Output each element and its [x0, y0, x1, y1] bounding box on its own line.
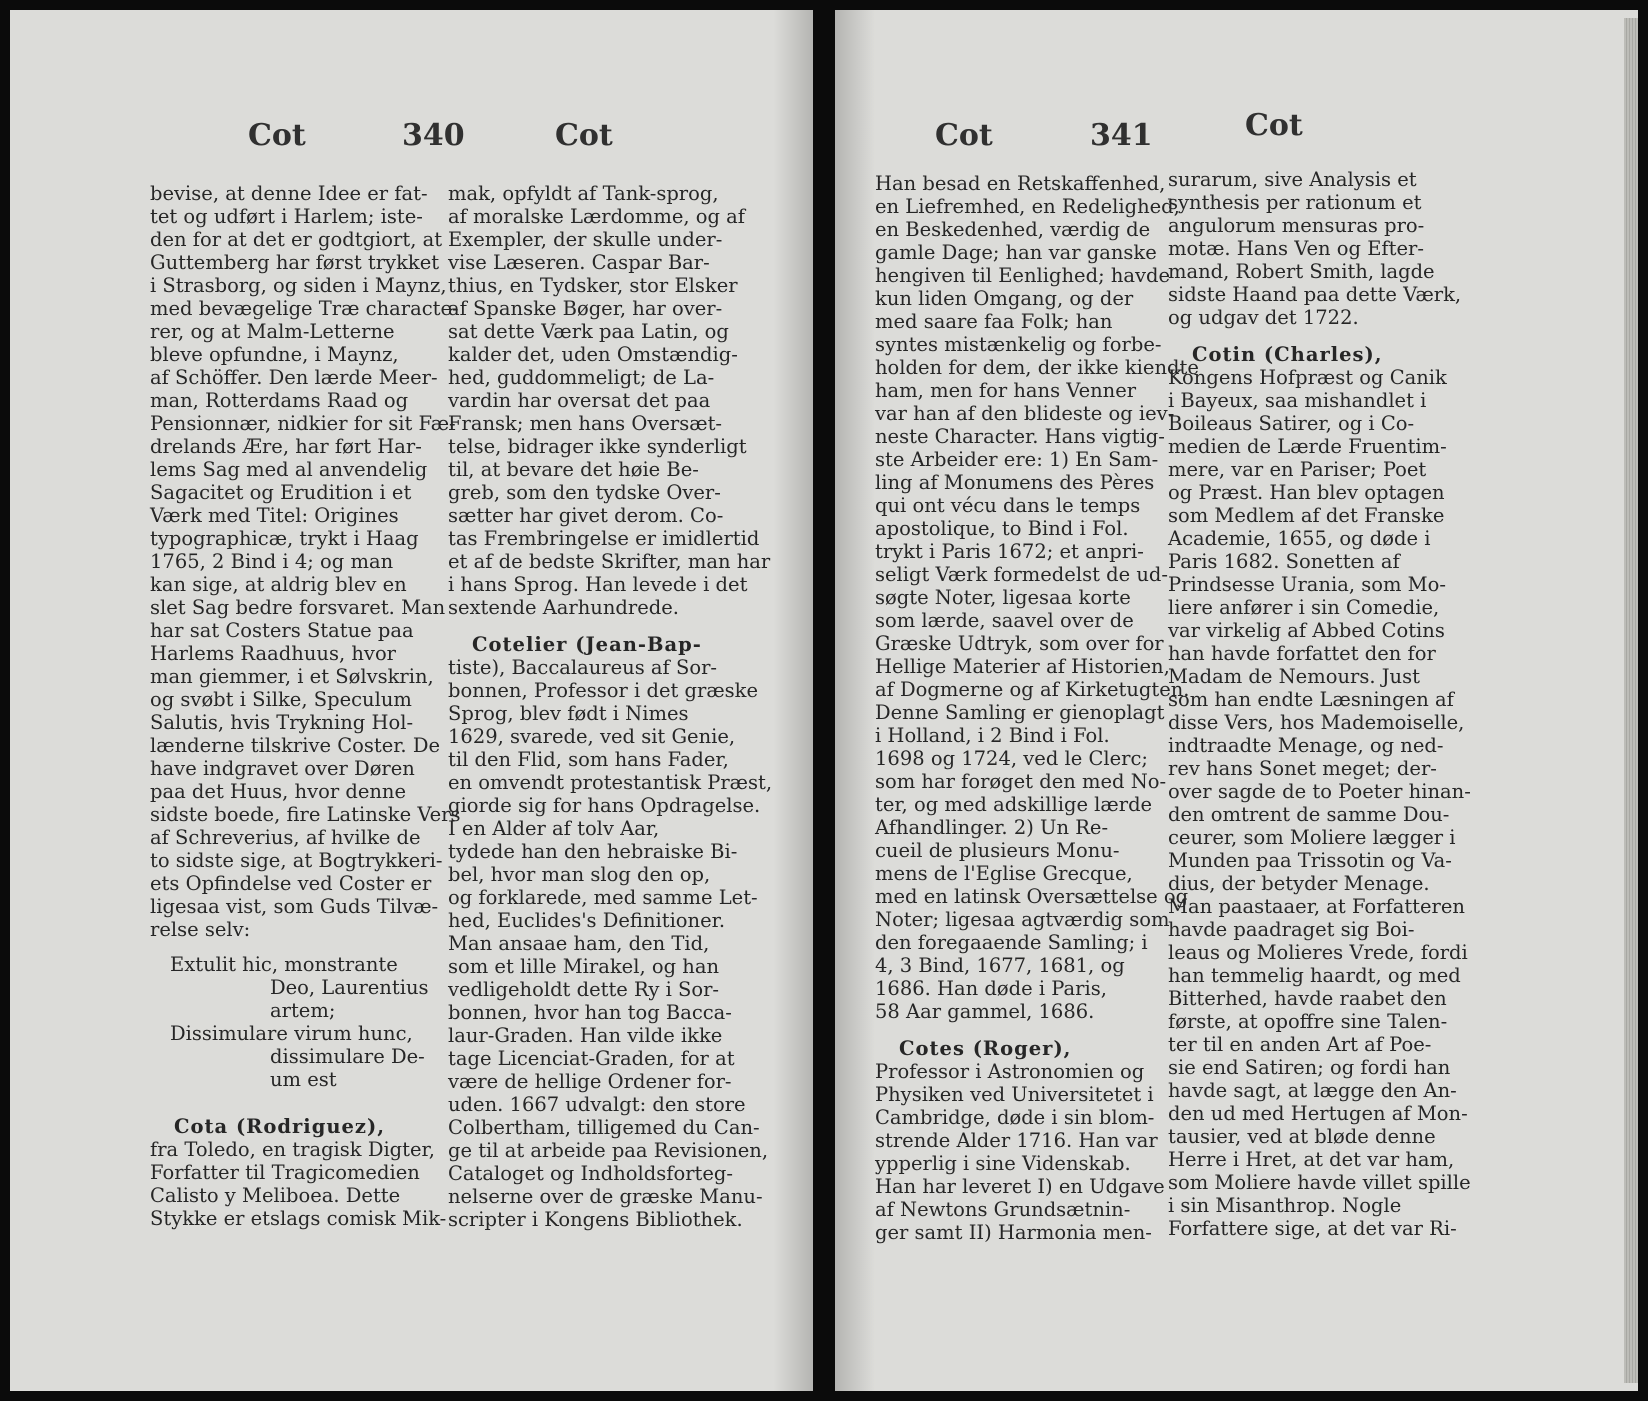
- entry-line: bonnen, hvor han tog Bacca-: [448, 1001, 732, 1024]
- entry-line: Cota (Rodriguez),: [174, 1115, 386, 1138]
- entry-line: og forklarede, med samme Let-: [448, 886, 758, 909]
- entry-line: Man paastaaer, at Forfatteren: [1168, 895, 1465, 918]
- entry-line: Munden paa Trissotin og Va-: [1168, 849, 1452, 872]
- left-column-2: [448, 182, 773, 1231]
- text-line: med bevægelige Træ characte-: [150, 297, 459, 320]
- entry-line: fra Toledo, en tragisk Digter,: [150, 1138, 435, 1161]
- text-line: Græske Udtryk, som over for: [875, 632, 1164, 655]
- text-line: apostolique, to Bind i Fol.: [875, 517, 1129, 540]
- entry-line: Cotin (Charles),: [1192, 343, 1383, 366]
- text-line: 1698 og 1724, ved le Clerc;: [875, 747, 1148, 770]
- paragraph-gap: [448, 619, 748, 633]
- entry-line: liere anfører i sin Comedie,: [1168, 596, 1440, 619]
- text-line: Fransk; men hans Oversæt-: [448, 412, 722, 435]
- entry-line: tage Licenciat-Graden, for at: [448, 1047, 735, 1070]
- text-line: kan sige, at aldrig blev en: [150, 573, 407, 596]
- text-line: holden for dem, der ikke kiendte: [875, 356, 1199, 379]
- entry-line: en omvendt protestantisk Præst,: [448, 771, 773, 794]
- entry-line: i Bayeux, saa mishandlet i: [1168, 389, 1427, 412]
- text-line: lems Sag med al anvendelig: [150, 458, 428, 481]
- text-line: af Schreverius, af hvilke de: [150, 826, 421, 849]
- entry-line: leaus og Molieres Vrede, fordi: [1168, 941, 1468, 964]
- text-line: 58 Aar gammel, 1686.: [875, 1000, 1095, 1023]
- text-line: hed, guddommeligt; de La-: [448, 366, 715, 389]
- text-line: Han besad en Retskaffenhed,: [875, 172, 1166, 195]
- text-line: ham, men for hans Venner: [875, 379, 1137, 402]
- text-line: cueil de plusieurs Monu-: [875, 839, 1120, 862]
- entry-line: ger samt II) Harmonia men-: [875, 1221, 1152, 1244]
- entry-line: bonnen, Professor i det græske: [448, 679, 759, 702]
- paragraph-gap: [875, 1023, 1165, 1037]
- left-page: [10, 10, 813, 1391]
- text-line: af moralske Lærdomme, og af: [448, 205, 746, 228]
- text-line: ter, og med adskillige lærde: [875, 793, 1153, 816]
- text-line: sidste boede, fire Latinske Vers: [150, 803, 461, 826]
- entry-line: medien de Lærde Fruentim-: [1168, 435, 1447, 458]
- text-line: sextende Aarhundrede.: [448, 596, 679, 619]
- text-line: i Holland, i 2 Bind i Fol.: [875, 724, 1110, 747]
- entry-line: Cataloget og Indholdsforteg-: [448, 1162, 733, 1185]
- entry-line: som han endte Læsningen af: [1168, 688, 1454, 711]
- entry-line: Han har leveret I) en Udgave: [875, 1175, 1165, 1198]
- text-line: var han af den blideste og iev-: [875, 402, 1175, 425]
- entry-line: Madam de Nemours. Just: [1168, 665, 1420, 688]
- entry-line: Academie, 1655, og døde i: [1168, 527, 1431, 550]
- entry-line: mere, var en Pariser; Poet: [1168, 458, 1427, 481]
- text-line: Noter; ligesaa agtværdig som: [875, 908, 1170, 931]
- text-line: hengiven til Eenlighed; havde: [875, 264, 1171, 287]
- text-line: Pensionnær, nidkier for sit Fæ-: [150, 412, 456, 435]
- text-line: bevise, at denne Idee er fat-: [150, 182, 428, 205]
- entry-line: Boileaus Satirer, og i Co-: [1168, 412, 1415, 435]
- text-line: telse, bidrager ikke synderligt: [448, 435, 747, 458]
- text-line: kalder det, uden Omstændig-: [448, 343, 738, 366]
- entry-line: den ud med Hertugen af Mon-: [1168, 1102, 1468, 1125]
- entry-line: ge til at arbeide paa Revisionen,: [448, 1139, 769, 1162]
- entry-line: giorde sig for hans Opdragelse.: [448, 794, 761, 817]
- paragraph-gap: [150, 941, 440, 953]
- entry-line: Prindsesse Urania, som Mo-: [1168, 573, 1446, 596]
- text-line: Exempler, der skulle under-: [448, 228, 723, 251]
- text-line: greb, som den tydske Over-: [448, 481, 721, 504]
- text-line: og svøbt i Silke, Speculum: [150, 688, 412, 711]
- entry-line: strende Alder 1716. Han var: [875, 1129, 1158, 1152]
- entry-line: Professor i Astronomien og: [875, 1060, 1145, 1083]
- text-line: Hellige Materier af Historien,: [875, 655, 1170, 678]
- text-line: Afhandlinger. 2) Un Re-: [875, 816, 1109, 839]
- entry-line: Colbertham, tilligemed du Can-: [448, 1116, 760, 1139]
- text-line: har sat Costers Statue paa: [150, 619, 414, 642]
- text-line: den for at det er godtgiort, at: [150, 228, 443, 251]
- entry-line: som Medlem af det Franske: [1168, 504, 1445, 527]
- text-line: med en latinsk Oversættelse og: [875, 885, 1189, 908]
- text-line: i hans Sprog. Han levede i det: [448, 573, 748, 596]
- text-line: typographicæ, trykt i Haag: [150, 527, 419, 550]
- entry-line: havde paadraget sig Boi-: [1168, 918, 1415, 941]
- entry-line: I en Alder af tolv Aar,: [448, 817, 660, 840]
- entry-line: han temmelig haardt, og med: [1168, 964, 1461, 987]
- left-column-1: [150, 182, 461, 1230]
- entry-line: ter til en anden Art af Poe-: [1168, 1033, 1432, 1056]
- entry-line: han havde forfattet den for: [1168, 642, 1436, 665]
- entry-line: som Moliere havde villet spille: [1168, 1171, 1471, 1194]
- right-header-right: Cot: [1245, 108, 1303, 143]
- entry-line: Forfatter til Tragicomedien: [150, 1161, 420, 1184]
- entry-line: scripter i Kongens Bibliothek.: [448, 1208, 743, 1231]
- text-line: vardin har oversat det paa: [448, 389, 711, 412]
- text-line: ets Opfindelse ved Coster er: [150, 872, 432, 895]
- text-line: med saare faa Folk; han: [875, 310, 1113, 333]
- text-line: tet og udført i Harlem; iste-: [150, 205, 423, 228]
- right-column-2: [1168, 168, 1471, 1240]
- text-line: en Liefremhed, en Redelighed,: [875, 195, 1180, 218]
- entry-line: nelserne over de græske Manu-: [448, 1185, 763, 1208]
- text-line: neste Character. Hans vigtig-: [875, 425, 1165, 448]
- text-line: Guttemberg har først trykket: [150, 251, 440, 274]
- text-line: motæ. Hans Ven og Efter-: [1168, 237, 1424, 260]
- entry-line: Physiken ved Universitetet i: [875, 1083, 1154, 1106]
- right-page-number: 341: [1090, 118, 1153, 153]
- quote-line: dissimulare De-: [270, 1045, 425, 1068]
- entry-line: til den Flid, som hans Fader,: [448, 748, 729, 771]
- entry-line: og Præst. Han blev optagen: [1168, 481, 1445, 504]
- text-line: til, at bevare det høie Be-: [448, 458, 699, 481]
- text-line: drelands Ære, har ført Har-: [150, 435, 422, 458]
- text-line: have indgravet over Døren: [150, 757, 415, 780]
- text-line: Harlems Raadhuus, hvor: [150, 642, 397, 665]
- text-line: den foregaaende Samling; i: [875, 931, 1148, 954]
- entry-line: Cotes (Roger),: [899, 1037, 1072, 1060]
- text-line: vise Læseren. Caspar Bar-: [448, 251, 710, 274]
- entry-line: over sagde de to Poeter hinan-: [1168, 780, 1471, 803]
- entry-line: vedligeholdt dette Ry i Sor-: [448, 978, 720, 1001]
- entry-line: var virkelig af Abbed Cotins: [1168, 619, 1445, 642]
- quote-line: artem;: [270, 999, 336, 1022]
- right-header-left: Cot: [935, 118, 993, 153]
- text-line: synthesis per rationum et: [1168, 191, 1422, 214]
- text-line: rer, og at Malm-Letterne: [150, 320, 395, 343]
- text-line: et af de bedste Skrifter, man har: [448, 550, 771, 573]
- entry-line: Herre i Hret, at det var ham,: [1168, 1148, 1455, 1171]
- text-line: surarum, sive Analysis et: [1168, 168, 1417, 191]
- text-line: syntes mistænkelig og forbe-: [875, 333, 1162, 356]
- text-line: gamle Dage; han var ganske: [875, 241, 1157, 264]
- entry-line: Man ansaae ham, den Tid,: [448, 932, 710, 955]
- text-line: som lærde, saavel over de: [875, 609, 1134, 632]
- text-line: angulorum mensuras pro-: [1168, 214, 1425, 237]
- text-line: lænderne tilskrive Coster. De: [150, 734, 441, 757]
- entry-line: tausier, ved at bløde denne: [1168, 1125, 1436, 1148]
- quote-line: um est: [270, 1068, 337, 1091]
- text-line: Værk med Titel: Origines: [150, 504, 399, 527]
- entry-line: den omtrent de samme Dou-: [1168, 803, 1450, 826]
- entry-line: hed, Euclides's Definitioner.: [448, 909, 726, 932]
- text-line: ste Arbeider ere: 1) En Sam-: [875, 448, 1159, 471]
- entry-line: være de hellige Ordener for-: [448, 1070, 732, 1093]
- right-page-header: [835, 108, 1638, 168]
- text-line: kun liden Omgang, og der: [875, 287, 1134, 310]
- entry-line: sie end Satiren; og fordi han: [1168, 1056, 1451, 1079]
- text-line: thius, en Tydsker, stor Elsker: [448, 274, 738, 297]
- left-header-left: Cot: [248, 118, 306, 153]
- text-line: man, Rotterdams Raad og: [150, 389, 409, 412]
- entry-line: af Newtons Grundsætnin-: [875, 1198, 1131, 1221]
- entry-line: Forfattere sige, at det var Ri-: [1168, 1217, 1457, 1240]
- entry-line: ypperlig i sine Videnskab.: [875, 1152, 1131, 1175]
- text-line: paa det Huus, hvor denne: [150, 780, 407, 803]
- text-line: sætter har givet derom. Co-: [448, 504, 724, 527]
- text-line: tas Frembringelse er imidlertid: [448, 527, 760, 550]
- text-line: 1686. Han døde i Paris,: [875, 977, 1107, 1000]
- right-page: [835, 10, 1638, 1391]
- paragraph-gap: [150, 1091, 440, 1115]
- entry-line: dius, der betyder Menage.: [1168, 872, 1430, 895]
- text-line: man giemmer, i et Sølvskrin,: [150, 665, 434, 688]
- text-line: qui ont vécu dans le temps: [875, 494, 1141, 517]
- right-column-1: [875, 172, 1199, 1244]
- text-line: relse selv:: [150, 918, 251, 941]
- text-line: og udgav det 1722.: [1168, 306, 1359, 329]
- text-line: slet Sag bedre forsvaret. Man: [150, 596, 446, 619]
- left-page-number: 340: [402, 118, 465, 153]
- paragraph-gap: [1168, 329, 1468, 343]
- text-line: Salutis, hvis Trykning Hol-: [150, 711, 414, 734]
- text-line: Sagacitet og Erudition i et: [150, 481, 412, 504]
- entry-line: Kongens Hofpræst og Canik: [1168, 366, 1447, 389]
- entry-line: Cotelier (Jean-Bap-: [472, 633, 702, 656]
- entry-line: tiste), Baccalaureus af Sor-: [448, 656, 717, 679]
- text-line: trykt i Paris 1672; et anpri-: [875, 540, 1144, 563]
- text-line: mens de l'Eglise Grecque,: [875, 862, 1133, 885]
- text-line: søgte Noter, ligesaa korte: [875, 586, 1131, 609]
- text-line: en Beskedenhed, værdig de: [875, 218, 1151, 241]
- entry-line: laur-Graden. Han vilde ikke: [448, 1024, 723, 1047]
- text-line: Denne Samling er gienoplagt: [875, 701, 1165, 724]
- text-line: i Strasborg, og siden i Maynz,: [150, 274, 447, 297]
- left-header-right: Cot: [555, 118, 613, 153]
- entry-line: havde sagt, at lægge den An-: [1168, 1079, 1457, 1102]
- entry-line: Sprog, blev født i Nimes: [448, 702, 689, 725]
- text-line: 1765, 2 Bind i 4; og man: [150, 550, 394, 573]
- entry-line: i sin Misanthrop. Nogle: [1168, 1194, 1402, 1217]
- text-line: seligt Værk formedelst de ud-: [875, 563, 1168, 586]
- entry-line: Calisto y Meliboea. Dette: [150, 1184, 401, 1207]
- text-line: som har forøget den med No-: [875, 770, 1167, 793]
- text-line: mak, opfyldt af Tank-sprog,: [448, 182, 719, 205]
- quote-line: Extulit hic, monstrante: [170, 953, 398, 976]
- text-line: sat dette Værk paa Latin, og: [448, 320, 729, 343]
- text-line: 4, 3 Bind, 1677, 1681, og: [875, 954, 1125, 977]
- entry-line: 1629, svarede, ved sit Genie,: [448, 725, 736, 748]
- text-line: af Schöffer. Den lærde Meer-: [150, 366, 438, 389]
- entry-line: som et lille Mirakel, og han: [448, 955, 720, 978]
- left-page-header: [10, 118, 813, 168]
- entry-line: Stykke er etslags comisk Mik-: [150, 1207, 447, 1230]
- entry-line: første, at opoffre sine Talen-: [1168, 1010, 1448, 1033]
- quote-line: Deo, Laurentius: [270, 976, 429, 999]
- text-line: af Spanske Bøger, har over-: [448, 297, 723, 320]
- entry-line: Bitterhed, havde raabet den: [1168, 987, 1447, 1010]
- text-line: sidste Haand paa dette Værk,: [1168, 283, 1462, 306]
- text-line: to sidste sige, at Bogtrykkeri-: [150, 849, 443, 872]
- entry-line: rev hans Sonet meget; der-: [1168, 757, 1437, 780]
- quote-line: Dissimulare virum hunc,: [170, 1022, 413, 1045]
- text-line: ling af Monumens des Pères: [875, 471, 1155, 494]
- text-line: af Dogmerne og af Kirketugten.: [875, 678, 1190, 701]
- entry-line: Cambridge, døde i sin blom-: [875, 1106, 1155, 1129]
- text-line: ligesaa vist, som Guds Tilvæ-: [150, 895, 439, 918]
- entry-line: ceurer, som Moliere lægger i: [1168, 826, 1456, 849]
- text-line: mand, Robert Smith, lagde: [1168, 260, 1435, 283]
- entry-line: Paris 1682. Sonetten af: [1168, 550, 1400, 573]
- entry-line: bel, hvor man slog den op,: [448, 863, 711, 886]
- entry-line: tydede han den hebraiske Bi-: [448, 840, 738, 863]
- entry-line: indtraadte Menage, og ned-: [1168, 734, 1444, 757]
- text-line: bleve opfundne, i Maynz,: [150, 343, 399, 366]
- entry-line: uden. 1667 udvalgt: den store: [448, 1093, 746, 1116]
- entry-line: disse Vers, hos Mademoiselle,: [1168, 711, 1465, 734]
